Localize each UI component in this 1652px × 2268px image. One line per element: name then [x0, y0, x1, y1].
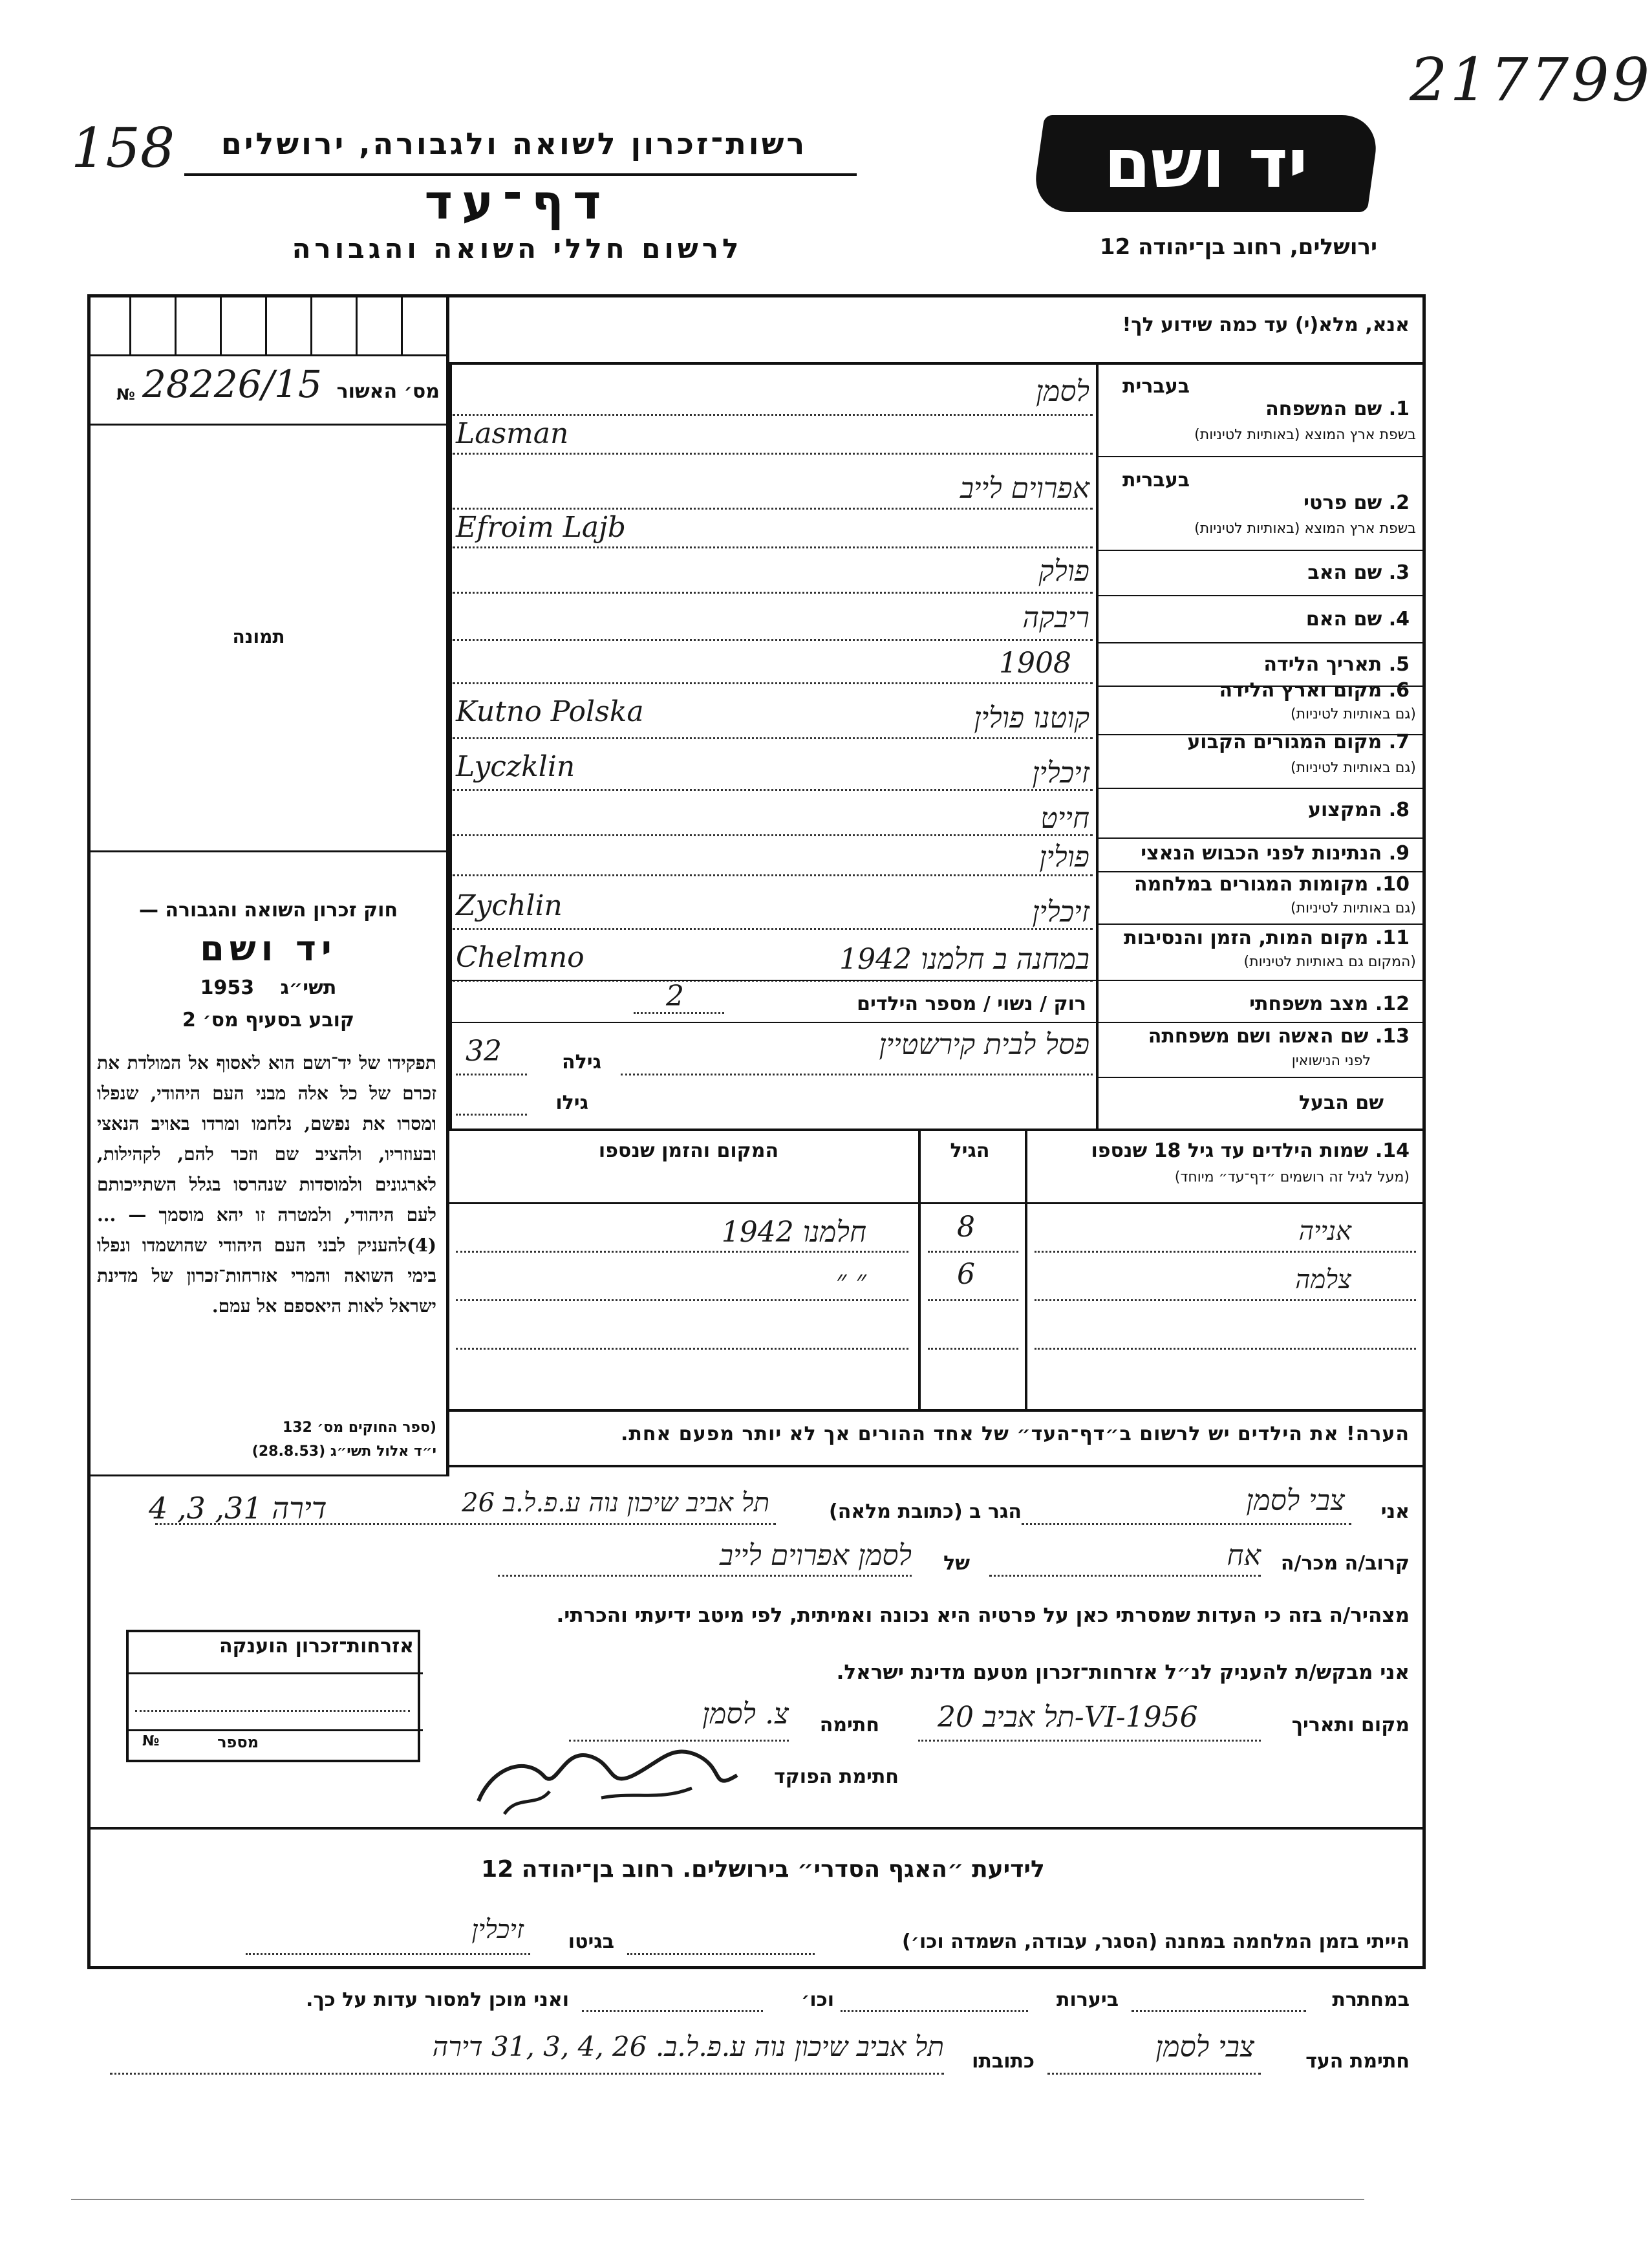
- corner-handwritten-number: 158: [71, 116, 175, 180]
- archive-address-line: [110, 2073, 944, 2075]
- law-source-2: י״ד אלול תשי״ג (28.8.53): [252, 1443, 436, 1460]
- f10-number: 10.: [1375, 873, 1410, 896]
- f2-label: [1138, 491, 1410, 514]
- f13-label: [1106, 1025, 1410, 1048]
- archive-hiding-line: [1132, 2010, 1306, 2012]
- children-number: 14.: [1375, 1139, 1410, 1162]
- law-body: תפקידו של יד־ושם הוא לאסוף אל המולדת את זכרם של כל אלה מבני העם היהודי, שנפלו ומסרו את נפשם, נלחמו ומרדו באויב הנאצי ובעוזריו, ולהציב שם וזכר להם, לקהילות, לארגונים ולמוסדות שנהרסו בגלל השתייכותם לעם היהודי, ולמטרה זו יהא מוסמך — ...(4)להעניק לבני העם היהודי שהושמדו ונפלו בימי השואה והמרי אזרחות־זכרון של מדינת ישראל לאות היאספם אל עמם.: [97, 1052, 436, 1317]
- decl-residing: הגר ב (כתובת מלאה): [828, 1500, 1022, 1523]
- f7-latin-value: Lyczklin: [456, 750, 575, 783]
- yad-vashem-logo: [1031, 115, 1380, 212]
- decl-of-line: [498, 1575, 912, 1577]
- f1-label: [1138, 398, 1410, 420]
- archive-forests-line: [841, 2010, 1028, 2012]
- f13-age-label: גילה: [562, 1051, 601, 1074]
- f2-sub: בשפת ארץ המוצא (באותיות לטיניות): [1194, 521, 1416, 537]
- decl-signature: צ. לסמן: [702, 1698, 789, 1731]
- f8-line: [453, 834, 1093, 836]
- decl-place-date-line: [918, 1740, 1261, 1742]
- children-note: הערה! את הילדים יש לרשום ב״דף־העד״ של אחד ההורים אך לא יותר מפעם אחת.: [621, 1423, 1410, 1445]
- f6-hebrew-value: קוטנו פולין: [974, 702, 1089, 735]
- f4-line: [453, 639, 1093, 641]
- f12-options: רוק / נשוי / מספר הילדים: [857, 993, 1086, 1015]
- decl-place-date-label: מקום ותאריך: [1291, 1714, 1410, 1736]
- child-place: ״ ״: [835, 1264, 866, 1297]
- address: ירושלים, רחוב בן־יהודה 12: [1099, 234, 1377, 260]
- f1-divider: [1096, 456, 1426, 457]
- f3-number: 3.: [1388, 561, 1410, 584]
- decl-statement: מצהיר/ה בזה כי העדות שמסרתי כאן על פרטיה היא נכונה ואמיתית, לפי מיטב ידיעתי והכרתי.: [556, 1604, 1410, 1627]
- f12-divider: [449, 1022, 1426, 1023]
- archive-forests-label: ביערות: [1057, 1989, 1119, 2011]
- f11-label-text: מקום המות, הזמן והנסיבות: [1124, 927, 1369, 949]
- f13-age-line: [456, 1074, 527, 1075]
- official-signature: [466, 1730, 756, 1820]
- f12-children-count: 2: [666, 980, 684, 1013]
- archive-camp-line: הייתי בזמן המלחמה במחנה (הסגר, עבודה, השמדה וכו׳): [902, 1930, 1410, 1953]
- archive-title: לידיעת ״האגף הסדרי״ בירושלים. רחוב בן־יהודה 12: [481, 1856, 1045, 1883]
- law-year-hebrew: תשי״ג: [280, 977, 337, 999]
- left-bottom-divider: [91, 1474, 449, 1476]
- f2-latin-line: [453, 546, 1093, 548]
- decl-of-label: של: [943, 1552, 970, 1575]
- f3-value: פולק: [1038, 555, 1089, 588]
- decl-address-line: [155, 1523, 776, 1525]
- archive-ready-label: ואני מוכן למסור עדות על כך.: [306, 1989, 569, 2011]
- f12-line: [634, 1012, 724, 1014]
- citizenship-number-label: מספר: [217, 1733, 259, 1751]
- decl-relative-label: קרוב/ה מכר/ה: [1280, 1552, 1410, 1575]
- husband-age-line: [456, 1114, 527, 1116]
- children-header-name-sub: (מעל לגיל זה רושמים ״דף־עד״ מיוחד): [1174, 1169, 1410, 1185]
- archive-address-label: כתובתו: [972, 2050, 1035, 2073]
- f6-number: 6.: [1388, 679, 1410, 702]
- archive-hiding-label: במחתרת: [1332, 1989, 1410, 2011]
- decl-relation-line: [989, 1575, 1261, 1577]
- citizenship-number-prefix: №: [142, 1733, 160, 1749]
- form-title: דף־עד: [424, 175, 610, 230]
- value-column-left: [449, 365, 452, 1131]
- f6-label: [1138, 679, 1410, 702]
- f11-sub: (המקום גם באותיות לטיניות): [1243, 954, 1416, 970]
- photo-bottom-divider: [91, 850, 446, 852]
- f10-label-text: מקומות המגורים במלחמה: [1134, 873, 1369, 896]
- f6-label-text: מקום וארץ הלידה: [1219, 679, 1382, 702]
- decl-address-2: 4 ,3 ,31 דירה: [149, 1491, 327, 1526]
- f3-label-text: שם האב: [1307, 561, 1382, 584]
- f6-sub: (גם באותיות לטיניות): [1291, 706, 1416, 722]
- child-age: 8: [957, 1211, 975, 1244]
- f9-number: 9.: [1388, 842, 1410, 865]
- f4-divider: [1096, 642, 1426, 643]
- archive-etc-label: וכו׳: [801, 1989, 834, 2011]
- decl-name-line: [1022, 1523, 1351, 1525]
- f10-divider: [1096, 923, 1426, 925]
- f9-value: פולין: [1039, 841, 1089, 874]
- archive-ghetto-line: [246, 1953, 530, 1955]
- official-signature-label: חתימת הפוקד: [774, 1766, 899, 1788]
- f9-label: [1138, 842, 1410, 865]
- f1-hebrew-line: [453, 414, 1093, 416]
- decl-signature-label: חתימה: [819, 1714, 879, 1736]
- archive-etc-line: [582, 2010, 763, 2012]
- children-header-age: הגיל: [950, 1139, 990, 1162]
- code-boxes: [91, 297, 446, 356]
- law-heading: חוק זכרון השואה והגבורה —: [138, 899, 398, 922]
- f9-label-text: הנתינות לפני הכבוש הנאצי: [1141, 842, 1382, 865]
- law-year-number: 1953: [200, 977, 255, 999]
- decl-request: אני מבקש/ת להעניק לנ״ל אזרחות־זכרון מטעם מדינת ישראל.: [836, 1661, 1410, 1684]
- f11-divider: [449, 980, 1426, 981]
- f1-latin-line: [453, 453, 1093, 455]
- law-clause: קובע בסעיף מס׳ 2: [182, 1009, 355, 1031]
- f7-label-text: מקום המגורים הקבוע: [1187, 731, 1382, 753]
- f8-label: [1138, 799, 1410, 821]
- f5-line: [453, 682, 1093, 684]
- citizenship-title: אזרחות־זכרון הוענקה: [219, 1635, 414, 1658]
- f8-label-text: המקצוע: [1307, 799, 1382, 821]
- f11-label: [1124, 927, 1410, 949]
- f9-divider: [1096, 871, 1426, 872]
- child-name: אנייה: [1298, 1216, 1351, 1246]
- children-header-place: המקום והזמן שנספו: [598, 1139, 779, 1162]
- archive-camp-dots: [627, 1953, 815, 1955]
- approval-divider: [91, 424, 446, 426]
- husband-label: שם הבעל: [1298, 1092, 1384, 1114]
- f10-sub: (גם באותיות לטיניות): [1291, 900, 1416, 916]
- f12-label: [1138, 993, 1410, 1015]
- f4-value: ריבקה: [1022, 601, 1089, 634]
- f10-hebrew-value: זיכלין: [1032, 896, 1089, 929]
- f4-label: [1138, 608, 1410, 631]
- stamp-number: 217799: [1410, 45, 1652, 114]
- f13-age-value: 32: [466, 1035, 502, 1068]
- f7-sub: (גם באותיות לטיניות): [1291, 760, 1416, 776]
- law-source-1: (ספר החוקים מס׳ 132: [282, 1420, 436, 1436]
- f4-label-text: שם האם: [1305, 608, 1382, 631]
- decl-ani: אני: [1380, 1500, 1410, 1523]
- archive-ghetto-value: זיכלין: [471, 1915, 524, 1945]
- f13-divider: [1096, 1077, 1426, 1078]
- approval-number: 28226/15: [142, 362, 322, 406]
- children-header-name: [1031, 1139, 1410, 1162]
- archive-witness-sig: צבי לסמן: [1155, 2031, 1254, 2064]
- f2-latin-value: Efroim Lajb: [456, 511, 626, 544]
- f1-tag: בעברית: [1122, 375, 1190, 398]
- f1-label-text: שם המשפחה: [1265, 398, 1382, 420]
- f12-number: 12.: [1375, 993, 1410, 1015]
- f2-number: 2.: [1388, 491, 1410, 514]
- f11-number: 11.: [1375, 927, 1410, 949]
- authority-title: רשות־זכרון לשואה ולגבורה, ירושלים: [220, 126, 808, 161]
- page-bottom-line: [71, 2199, 1364, 2200]
- archive-address-value: תל אביב שיכון נוה ע.פ.ל.ב. 26 ,4 ,3 ,31 דירה: [432, 2031, 944, 2062]
- f11-hebrew-value: במחנה ב חלמנו 1942: [839, 943, 1089, 976]
- f5-number: 5.: [1388, 653, 1410, 676]
- f3-line: [453, 592, 1093, 594]
- child-age: 6: [957, 1258, 975, 1291]
- f3-divider: [1096, 595, 1426, 596]
- f1-sub: בשפת ארץ המוצא (באותיות לטיניות): [1194, 427, 1416, 443]
- decl-relation: אח: [1227, 1539, 1261, 1572]
- child-place: חלמנו 1942: [721, 1216, 866, 1249]
- decl-place-date: תל אביב 20-VI-1956: [938, 1701, 1198, 1734]
- decl-of-name: לסמן אפרוים לייב: [719, 1539, 912, 1572]
- f2-hebrew-line: [453, 508, 1093, 510]
- approval-prefix: №: [116, 385, 135, 404]
- f7-divider: [1096, 788, 1426, 789]
- decl-witness-name: צבי לסמן: [1246, 1484, 1345, 1517]
- f7-line: [453, 789, 1093, 791]
- f8-number: 8.: [1388, 799, 1410, 821]
- f5-label-text: תאריך הלידה: [1263, 653, 1382, 676]
- f1-hebrew-value: לסמן: [1036, 375, 1089, 408]
- f7-label: [1138, 731, 1410, 753]
- archive-witness-label: חתימת העד: [1305, 2050, 1410, 2073]
- law-year: [97, 977, 440, 999]
- f1-latin-value: Lasman: [456, 417, 569, 450]
- f2-tag: בעברית: [1122, 469, 1190, 491]
- f10-latin-value: Zychlin: [456, 889, 563, 922]
- approval-label: מס׳ האשור: [336, 380, 440, 403]
- f13-sub: לפני הנישואין: [1291, 1053, 1371, 1069]
- f2-label-text: שם פרטי: [1303, 491, 1382, 514]
- f8-value: חייט: [1040, 802, 1089, 835]
- f3-label: [1138, 561, 1410, 584]
- archive-witness-line: [1047, 2073, 1261, 2075]
- f9-line: [453, 874, 1093, 876]
- f12-label-text: מצב משפחתי: [1249, 993, 1369, 1015]
- f13-value: פסל לבית קירשטיין: [879, 1028, 1089, 1061]
- f5-label: [1138, 653, 1410, 676]
- f2-divider: [1096, 550, 1426, 551]
- notice-divider: [449, 362, 1426, 365]
- f13-number: 13.: [1375, 1025, 1410, 1048]
- f7-number: 7.: [1388, 731, 1410, 753]
- f6-line: [453, 737, 1093, 739]
- f13-label-text: שם האשה ושם משפחתה: [1148, 1025, 1369, 1048]
- form-subtitle: לרשום חללי השואה והגבורה: [292, 233, 743, 265]
- f7-hebrew-value: זיכלין: [1032, 757, 1089, 790]
- decl-address: תל אביב שיכון נוה ע.פ.ל.ב 26: [462, 1488, 769, 1518]
- f13-line: [621, 1074, 1093, 1075]
- f6-latin-value: Kutno Polska: [456, 695, 644, 728]
- f4-number: 4.: [1388, 608, 1410, 631]
- note-divider: [449, 1465, 1426, 1467]
- logo-text: יד ושם: [1104, 124, 1308, 203]
- photo-label: תמונה: [232, 626, 285, 647]
- f5-value: 1908: [999, 647, 1071, 680]
- label-column-divider: [1096, 365, 1099, 1131]
- f10-label: [1134, 873, 1410, 896]
- child-name: צלמה: [1295, 1265, 1351, 1295]
- f10-line: [453, 928, 1093, 930]
- law-name: יד ושם: [200, 928, 337, 969]
- children-header-name-text: שמות הילדים עד גיל 18 שנספו: [1091, 1139, 1369, 1162]
- f8-divider: [1096, 837, 1426, 839]
- archive-divider: [87, 1827, 1426, 1830]
- f11-latin-value: Chelmno: [456, 941, 585, 974]
- archive-ghetto-label: בגיטו: [568, 1930, 614, 1953]
- f2-hebrew-value: אפרוים לייב: [960, 472, 1089, 505]
- f1-number: 1.: [1388, 398, 1410, 420]
- fill-instruction: אנא, מלא(י) עד כמה שידוע לך!: [1122, 314, 1410, 336]
- husband-age-label: גילו: [555, 1092, 588, 1114]
